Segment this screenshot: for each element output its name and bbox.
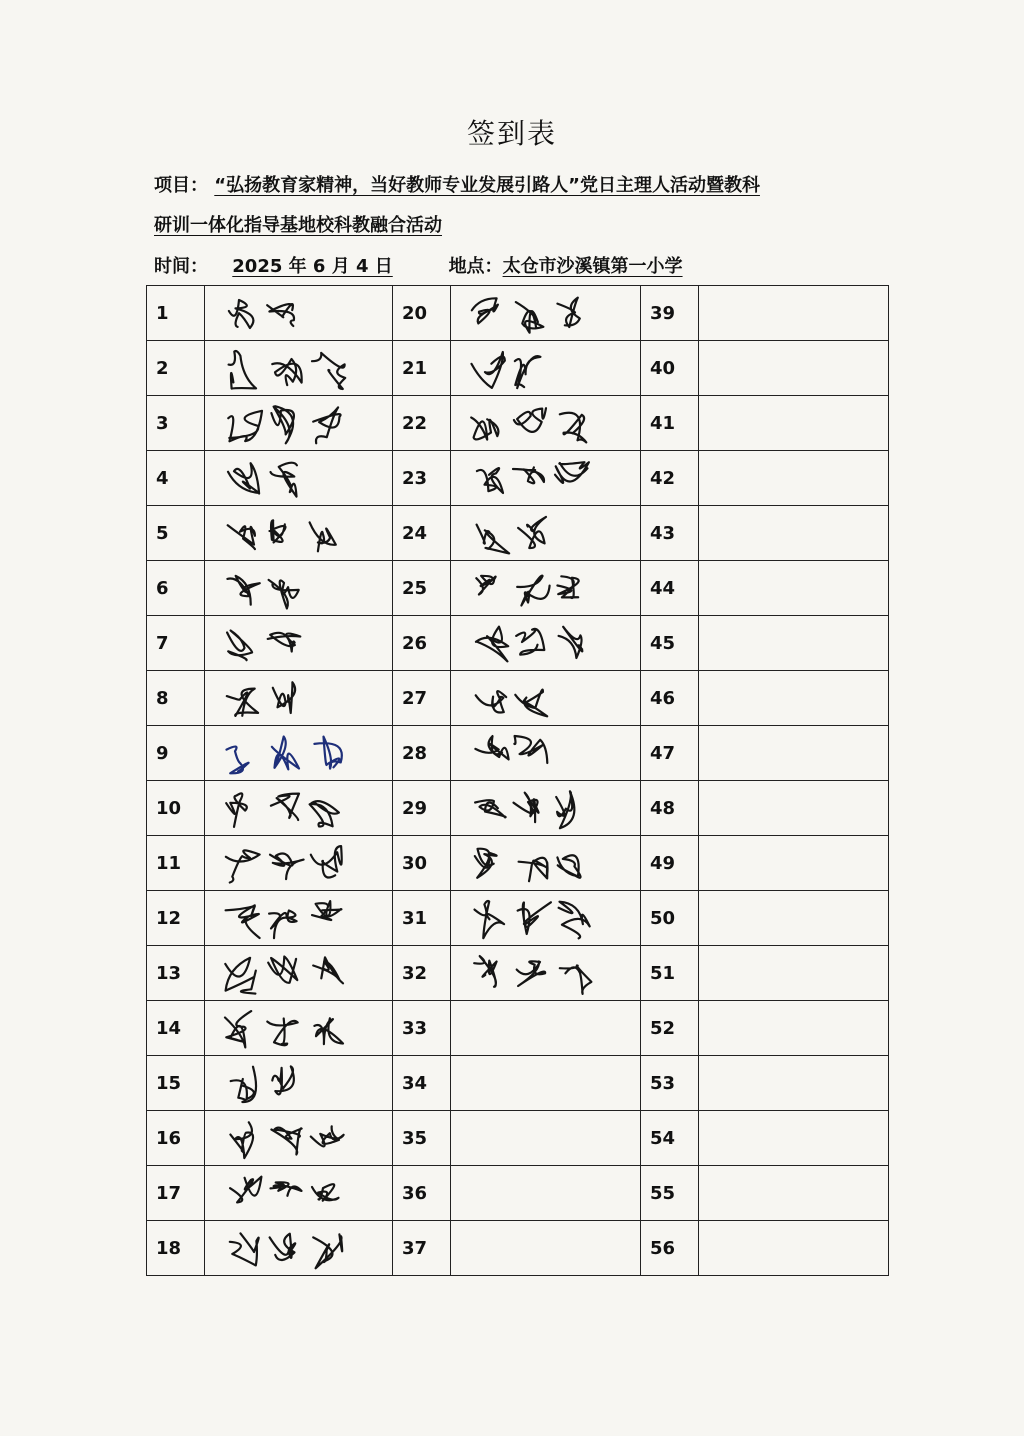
row-number: 14 [147, 1001, 205, 1056]
table-row [147, 506, 889, 561]
project-name-part1: “弘扬教育家精神，当好教师专业发展引路人”党日主理人活动暨教科 [214, 175, 760, 196]
row-number: 23 [393, 451, 451, 506]
handwritten-signature [457, 398, 635, 450]
handwritten-signature [457, 508, 635, 560]
signature-cell [451, 1001, 641, 1056]
signature-cell [451, 836, 641, 891]
row-number: 21 [393, 341, 451, 396]
row-number: 39 [641, 286, 699, 341]
signature-cell [451, 396, 641, 451]
table-row [147, 341, 889, 396]
row-number: 49 [641, 836, 699, 891]
signature-cell [699, 451, 889, 506]
handwritten-signature [211, 508, 389, 560]
project-line-1 [154, 171, 760, 197]
row-number: 11 [147, 836, 205, 891]
signature-cell [699, 396, 889, 451]
signature-cell [699, 891, 889, 946]
signature-cell [699, 341, 889, 396]
handwritten-signature [457, 948, 635, 1000]
table-row [147, 1001, 889, 1056]
location-value: 太仓市沙溪镇第一小学 [502, 256, 683, 277]
handwritten-signature [211, 563, 389, 615]
row-number: 37 [393, 1221, 451, 1276]
row-number: 43 [641, 506, 699, 561]
row-number: 24 [393, 506, 451, 561]
row-number: 4 [147, 451, 205, 506]
time-label: 时间： [154, 256, 208, 277]
row-number: 17 [147, 1166, 205, 1221]
row-number: 3 [147, 396, 205, 451]
signature-cell [699, 1056, 889, 1111]
handwritten-signature [457, 618, 635, 670]
row-number: 40 [641, 341, 699, 396]
row-number: 50 [641, 891, 699, 946]
row-number: 44 [641, 561, 699, 616]
row-number: 31 [393, 891, 451, 946]
signature-cell [451, 726, 641, 781]
row-number: 2 [147, 341, 205, 396]
table-row [147, 781, 889, 836]
signature-cell [451, 451, 641, 506]
row-number: 35 [393, 1111, 451, 1166]
handwritten-signature [211, 1168, 389, 1220]
signature-cell [205, 1166, 393, 1221]
signature-cell [205, 726, 393, 781]
table-row [147, 836, 889, 891]
project-name-part2: 研训一体化指导基地校科教融合活动 [154, 215, 442, 236]
signature-cell [205, 561, 393, 616]
signature-cell [699, 1001, 889, 1056]
row-number: 55 [641, 1166, 699, 1221]
sign-in-table [146, 285, 889, 1276]
signature-cell [205, 616, 393, 671]
row-number: 18 [147, 1221, 205, 1276]
signature-cell [699, 506, 889, 561]
signature-cell [699, 1221, 889, 1276]
project-label: 项目： [154, 175, 208, 196]
signature-cell [451, 781, 641, 836]
handwritten-signature [457, 453, 635, 505]
table-row [147, 561, 889, 616]
row-number: 28 [393, 726, 451, 781]
table-row [147, 1221, 889, 1276]
row-number: 33 [393, 1001, 451, 1056]
handwritten-signature [457, 563, 635, 615]
row-number: 1 [147, 286, 205, 341]
row-number: 36 [393, 1166, 451, 1221]
row-number: 12 [147, 891, 205, 946]
handwritten-signature [457, 893, 635, 945]
row-number: 9 [147, 726, 205, 781]
row-number: 10 [147, 781, 205, 836]
time-location-line [154, 252, 683, 278]
row-number: 51 [641, 946, 699, 1001]
row-number: 30 [393, 836, 451, 891]
row-number: 42 [641, 451, 699, 506]
handwritten-signature [211, 1113, 389, 1165]
handwritten-signature [211, 453, 389, 505]
location-label: 地点： [448, 256, 503, 277]
handwritten-signature [211, 1223, 389, 1275]
handwritten-signature [211, 618, 389, 670]
signature-cell [451, 1221, 641, 1276]
page-title: 签到表 [466, 117, 557, 150]
row-number: 6 [147, 561, 205, 616]
handwritten-signature [457, 783, 635, 835]
signature-cell [451, 891, 641, 946]
row-number: 52 [641, 1001, 699, 1056]
handwritten-signature [211, 673, 389, 725]
signature-cell [699, 561, 889, 616]
table-row [147, 1166, 889, 1221]
row-number: 47 [641, 726, 699, 781]
row-number: 54 [641, 1111, 699, 1166]
handwritten-signature [211, 893, 389, 945]
table-row [147, 726, 889, 781]
signature-cell [205, 1111, 393, 1166]
row-number: 20 [393, 286, 451, 341]
row-number: 13 [147, 946, 205, 1001]
time-value: 2025 年 6 月 4 日 [232, 256, 393, 277]
row-number: 46 [641, 671, 699, 726]
handwritten-signature [211, 343, 389, 395]
signature-cell [451, 616, 641, 671]
row-number: 29 [393, 781, 451, 836]
signature-cell [205, 1056, 393, 1111]
signature-cell [699, 286, 889, 341]
signature-cell [205, 671, 393, 726]
signature-cell [205, 891, 393, 946]
row-number: 45 [641, 616, 699, 671]
signature-cell [451, 671, 641, 726]
signature-cell [699, 781, 889, 836]
signature-cell [205, 781, 393, 836]
row-number: 32 [393, 946, 451, 1001]
signature-cell [699, 616, 889, 671]
handwritten-signature [457, 673, 635, 725]
signature-cell [699, 1166, 889, 1221]
table-row [147, 616, 889, 671]
table-row [147, 286, 889, 341]
row-number: 16 [147, 1111, 205, 1166]
table-row [147, 671, 889, 726]
project-line-2 [154, 211, 442, 237]
signature-cell [205, 1001, 393, 1056]
handwritten-signature [211, 948, 389, 1000]
handwritten-signature [211, 1058, 389, 1110]
handwritten-signature [211, 1003, 389, 1055]
signature-cell [205, 286, 393, 341]
row-number: 27 [393, 671, 451, 726]
row-number: 56 [641, 1221, 699, 1276]
row-number: 41 [641, 396, 699, 451]
signature-cell [451, 561, 641, 616]
signature-cell [205, 341, 393, 396]
handwritten-signature [457, 343, 635, 395]
signature-cell [205, 506, 393, 561]
row-number: 8 [147, 671, 205, 726]
signature-cell [699, 836, 889, 891]
handwritten-signature [457, 288, 635, 340]
handwritten-signature [211, 838, 389, 890]
table-row [147, 946, 889, 1001]
signature-cell [451, 1111, 641, 1166]
row-number: 25 [393, 561, 451, 616]
handwritten-signature [457, 728, 635, 780]
row-number: 7 [147, 616, 205, 671]
table-row [147, 451, 889, 506]
row-number: 26 [393, 616, 451, 671]
signature-cell [205, 1221, 393, 1276]
row-number: 15 [147, 1056, 205, 1111]
signature-cell [205, 451, 393, 506]
row-number: 34 [393, 1056, 451, 1111]
signature-cell [451, 286, 641, 341]
signature-cell [699, 726, 889, 781]
handwritten-signature [457, 838, 635, 890]
signature-cell [699, 1111, 889, 1166]
signature-cell [451, 341, 641, 396]
table-row [147, 396, 889, 451]
table-row [147, 1111, 889, 1166]
row-number: 22 [393, 396, 451, 451]
row-number: 48 [641, 781, 699, 836]
row-number: 5 [147, 506, 205, 561]
signature-cell [699, 671, 889, 726]
table-row [147, 891, 889, 946]
handwritten-signature [211, 398, 389, 450]
row-number: 53 [641, 1056, 699, 1111]
handwritten-signature [211, 783, 389, 835]
signature-cell [451, 1056, 641, 1111]
signature-cell [451, 506, 641, 561]
handwritten-signature [211, 288, 389, 340]
signature-cell [205, 396, 393, 451]
signature-cell [451, 946, 641, 1001]
signature-cell [205, 946, 393, 1001]
table-row [147, 1056, 889, 1111]
signature-cell [451, 1166, 641, 1221]
signature-cell [699, 946, 889, 1001]
handwritten-signature [211, 728, 389, 780]
signature-cell [205, 836, 393, 891]
